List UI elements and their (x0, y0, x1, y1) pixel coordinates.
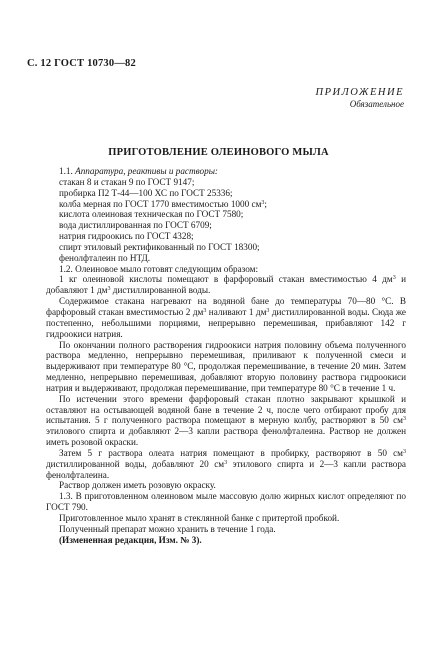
list-item: кислота олеиновая техническая по ГОСТ 7580; (59, 209, 244, 220)
text: дистиллированной воды. Сюда же постепенно, небольшими порциями, непрерывно перемешивая, прибавляют 142 г гидроокиси натрия. (46, 306, 407, 339)
page-header: С. 12 ГОСТ 10730—82 (27, 58, 136, 69)
amendment-note: (Измененная редакция, Изм. № 3). (59, 534, 202, 545)
section-1-1-heading (46, 166, 406, 177)
paragraph: Приготовленное мыло хранят в стеклянной банке с притертой пробкой. (59, 513, 340, 523)
paragraph (46, 274, 406, 296)
list-item: спирт этиловый ректификованный по ГОСТ 18300; (59, 241, 260, 252)
list-item-text: ; (264, 198, 267, 209)
list-item: вода дистиллированная по ГОСТ 6709; (59, 220, 212, 231)
list-item: фенолфталеин по НТД. (59, 252, 151, 263)
superscript: 3 (203, 307, 207, 314)
text: По истечении этого времени фарфоровый стакан плотно закрывают крышкой и оставляют на остывающей водяной бане в течение 2 ч, после чего отбирают пробу для испытания. 5 г полученного раствора помещают в мерную колбу, растворяют в 50 см (46, 393, 406, 426)
section-1-2-intro: 1.2. Олеиновое мыло готовят следующим образом: (59, 263, 259, 274)
section-1-3: 1.3. В приготовленном олеиновом мыле массовую долю жирных кислот определяют по ГОСТ 790. (46, 491, 406, 513)
text: Содержимое стакана нагревают на водяной бане до температуры 70—80 °С. В фарфоровый стакан вместимостью 2 дм (46, 296, 406, 317)
document-title: ПРИГОТОВЛЕНИЕ ОЛЕИНОВОГО МЫЛА (108, 147, 329, 158)
paragraph: Полученный препарат можно хранить в течение 1 года. (59, 523, 276, 534)
appendix-title: ПРИЛОЖЕНИЕ (315, 87, 404, 98)
superscript: 3 (266, 307, 270, 314)
list-item-text: колба мерная по ГОСТ 1770 вместимостью 1000 см (59, 198, 262, 209)
superscript: 3 (261, 199, 265, 206)
text: этилового спирта и добавляют 2—3 капли раствора фенолфталеина. Раствор не должен иметь розовой окраски. (46, 426, 406, 448)
text: 1 кг олеиновой кислоты помещают в фарфоровый стакан вместимостью 4 дм (59, 274, 393, 285)
paragraph (46, 448, 406, 481)
document-body (46, 166, 406, 546)
paragraph: По окончании полного растворения гидроокиси натрия половину объема полученного раствора медленно, непрерывно перемешивая, приливают к полученной смеси и выдерживают при температуре 80 °С, продолжая перемешивание, в течение 20 мин. Затем медленно, непрерывно перемешивая, добавляют вторую половину раствора гидроокиси натрия и выдерживают, продолжая перемешивание, при температуре 80 °С в течение 1 ч. (46, 339, 406, 393)
text: дистиллированной воды, добавляют 20 см (46, 458, 225, 469)
section-heading: Аппаратура, реактивы и растворы: (75, 166, 218, 176)
list-item: стакан 8 и стакан 9 по ГОСТ 9147; (59, 176, 195, 187)
superscript: 3 (107, 286, 111, 293)
section-number: 1.1. (59, 166, 73, 176)
appendix-subtitle: Обязательное (349, 99, 404, 109)
paragraph (46, 296, 406, 339)
superscript: 3 (224, 459, 228, 466)
paragraph: Раствор должен иметь розовую окраску. (59, 480, 216, 491)
list-item: пробирка П2 Т-44—100 ХС по ГОСТ 25336; (59, 187, 233, 198)
list-item: натрия гидроокись по ГОСТ 4328; (59, 231, 194, 242)
superscript: 3 (392, 275, 396, 282)
text: дистиллированной воды. (110, 285, 211, 296)
text: и добавляют 1 дм (46, 274, 406, 296)
text: Затем 5 г раствора олеата натрия помещают в пробирку, растворяют в 50 см (59, 447, 403, 458)
appendix-label (316, 87, 405, 110)
text: этилового спирта и 2—3 капли раствора фенолфталеина. (46, 458, 406, 480)
text: наливают 1 дм (206, 306, 267, 317)
list-item (59, 199, 406, 210)
paragraph (46, 394, 406, 448)
superscript: 3 (403, 416, 406, 423)
superscript: 3 (403, 448, 406, 455)
